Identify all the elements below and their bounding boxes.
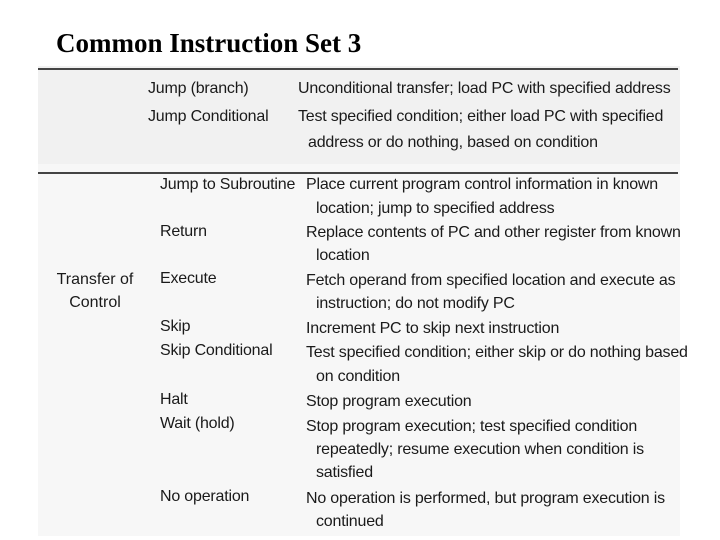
desc-halt: Stop program execution <box>306 393 472 410</box>
group-label <box>52 268 138 314</box>
op-skip: Skip <box>160 318 191 335</box>
op-halt: Halt <box>160 391 188 408</box>
op-wait-hold: Wait (hold) <box>160 415 235 432</box>
desc-return-line1: Replace contents of PC and other register from known <box>306 224 681 241</box>
op-jump-conditional: Jump Conditional <box>148 108 269 125</box>
desc-jump-to-subroutine-line1: Place current program control information in known <box>306 176 658 193</box>
scanned-table <box>38 66 688 536</box>
desc-skip-conditional-line2: on condition <box>316 368 400 385</box>
desc-jump-conditional-line1: Test specified condition; either load PC with specified <box>298 108 664 125</box>
desc-skip-conditional-line1: Test specified condition; either skip or do nothing based <box>306 344 688 361</box>
group-label-line1: Transfer of <box>56 271 134 288</box>
desc-jump-conditional-line2: address or do nothing, based on condition <box>308 134 598 151</box>
desc-wait-hold-line1: Stop program execution; test specified condition <box>306 418 638 435</box>
group-label-line2: Control <box>69 294 121 311</box>
desc-skip: Increment PC to skip next instruction <box>306 320 560 337</box>
op-return: Return <box>160 223 207 240</box>
desc-no-operation-line2: continued <box>316 513 384 530</box>
desc-execute-line1: Fetch operand from specified location and execute as <box>306 272 676 289</box>
op-jump-branch: Jump (branch) <box>148 80 249 97</box>
table-divider-rule <box>38 172 678 174</box>
op-jump-to-subroutine: Jump to Subroutine <box>160 176 296 193</box>
desc-execute-line2: instruction; do not modify PC <box>316 295 515 312</box>
desc-wait-hold-line3: satisfied <box>316 464 373 481</box>
desc-no-operation-line1: No operation is performed, but program execution is <box>306 490 665 507</box>
desc-return-line2: location <box>316 247 370 264</box>
table-top-rule <box>38 68 678 70</box>
op-execute: Execute <box>160 270 217 287</box>
desc-jump-to-subroutine-line2: location; jump to specified address <box>316 200 555 217</box>
desc-wait-hold-line2: repeatedly; resume execution when condition is <box>316 441 644 458</box>
op-no-operation: No operation <box>160 488 250 505</box>
op-skip-conditional: Skip Conditional <box>160 342 273 359</box>
slide-title: Common Instruction Set 3 <box>56 28 362 58</box>
desc-jump-branch: Unconditional transfer; load PC with specified address <box>298 80 671 97</box>
